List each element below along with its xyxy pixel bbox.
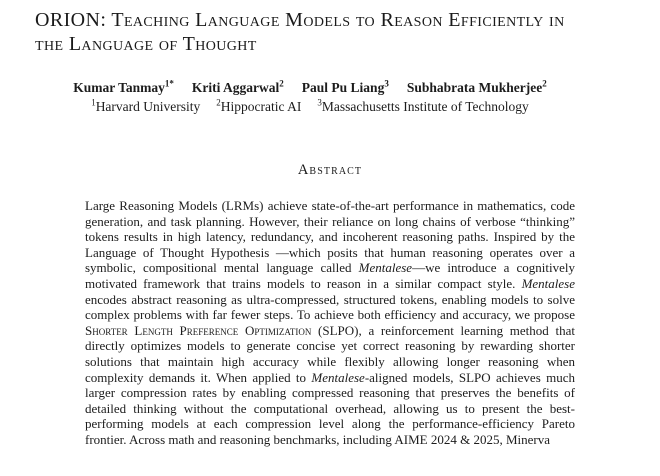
author: [302, 80, 389, 95]
author-superscript: 1*: [164, 78, 174, 89]
author-superscript: 2: [279, 78, 284, 89]
author: [407, 80, 547, 95]
affiliation: [317, 99, 528, 114]
page-title: ORION: Teaching Language Models to Reason Efficiently in the Language of Thought: [35, 9, 565, 56]
author-name: Subhabrata Mukherjee: [406, 80, 543, 95]
affiliation-superscript: 3: [317, 97, 322, 108]
author-name: Kumar Tanmay: [73, 80, 165, 95]
abstract-segment: Large Reasoning Models (LRMs) achieve state-of-the-art performance in mathematics, code generation, and task planning. However, their reliance on long chains of verbose “thinking” tokens results in high latency, redundancy, and incoherent reasoning paths. Inspired by the Language of Thought Hypothesis —which posits that human reasoning operates over a symbolic, compositional mental language called: [85, 198, 575, 276]
affiliation-superscript: 1: [91, 97, 96, 108]
author-superscript: 2: [542, 78, 547, 89]
abstract-segment: Mentalese: [311, 369, 365, 385]
affiliation-name: Massachusetts Institute of Technology: [321, 99, 529, 115]
abstract-segment: Mentalese: [358, 260, 413, 276]
author: [73, 80, 174, 95]
abstract-segment: Shorter Length Preference Optimization: [85, 322, 312, 338]
abstract-text: [85, 198, 575, 476]
affiliation: [216, 99, 301, 114]
abstract-segment: encodes abstract reasoning as ultra-compressed, structured tokens, enabling models to solve complex problems with far fewer steps. To achieve both efficiency and accuracy, we propose: [85, 291, 575, 323]
abstract-segment: (SLPO), a reinforcement learning method that directly optimizes models to generate concise yet correct reasoning by rewarding shorter solutions that maintain high accuracy while flexibly allowing longer reasoning when complexity demands it. When applied to: [85, 322, 575, 385]
author: [192, 80, 284, 95]
author-name: Kriti Aggarwal: [191, 80, 280, 95]
authors-line: [20, 80, 600, 96]
abstract-segment: —we introduce a cognitively motivated framework that trains models to reason in a similar compact style.: [85, 260, 575, 291]
abstract-segment: Mentalese: [521, 275, 575, 291]
author-name: Paul Pu Liang: [301, 80, 385, 95]
affiliation-superscript: 2: [216, 97, 221, 108]
author-superscript: 3: [384, 78, 389, 89]
abstract-segment: -aligned models, SLPO achieves much larger compression rates by enabling compressed reasoning that preserves the benefits of detailed thinking without the computational overhead, allowing us to present the best-performing models at each compression level along the performance-efficiency Pareto frontier. Across math and reasoning benchmarks, including AIME 2024 & 2025, Minerva: [85, 369, 575, 447]
affiliation-name: Hippocratic AI: [220, 99, 302, 115]
authors-block: [20, 80, 600, 115]
affiliations-line: [20, 99, 600, 115]
affiliation: [91, 99, 200, 114]
abstract-heading: Abstract: [297, 162, 363, 178]
affiliation-name: Harvard University: [95, 99, 201, 115]
